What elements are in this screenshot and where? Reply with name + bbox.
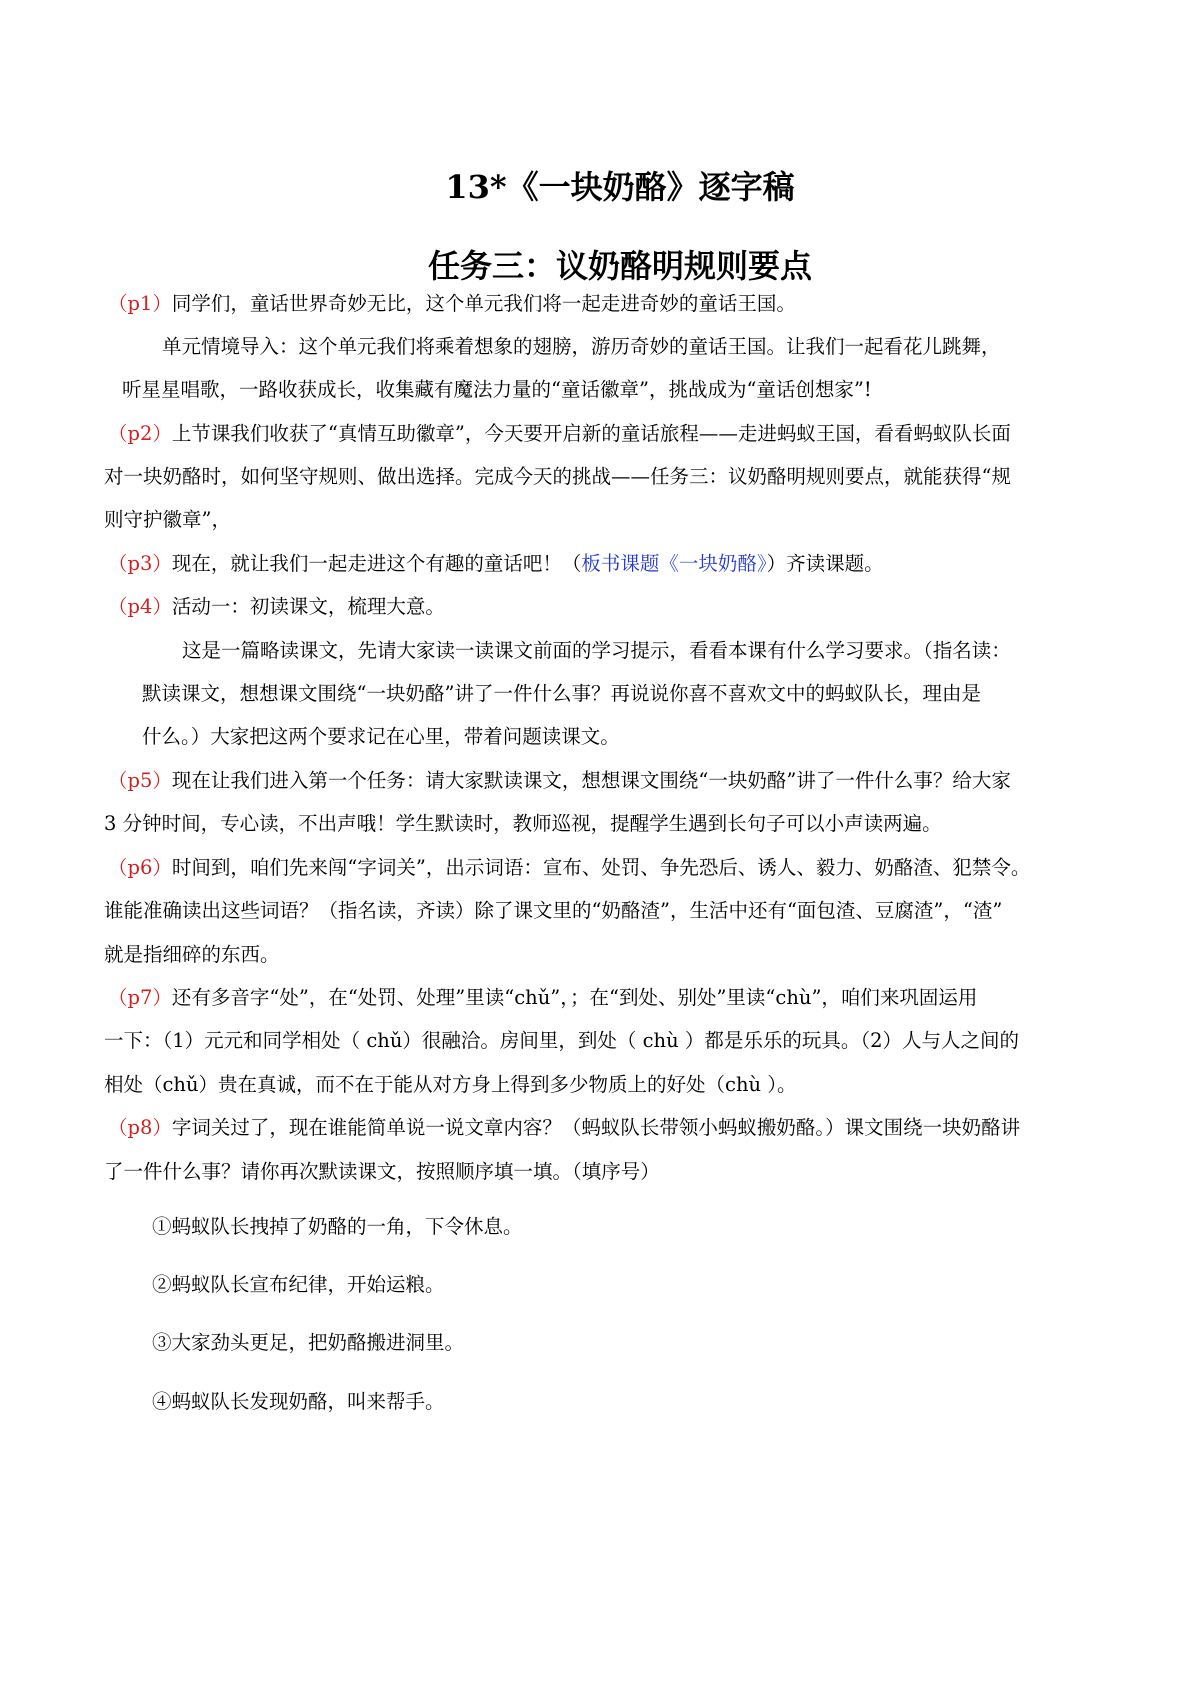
list-item: ④蚂蚁队长发现奶酪，叫来帮手。 — [152, 1390, 445, 1413]
intro-line-2: 听星星唱歌，一路收获成长，收集藏有魔法力量的“童话徽章”，挑战成为“童话创想家”! — [122, 378, 872, 401]
paragraph-p6 — [108, 855, 1030, 881]
document-subtitle: 任务三：议奶酪明规则要点 — [427, 247, 812, 285]
paragraph-text: ）齐读课题。 — [766, 552, 884, 575]
board-title-note: 板书课题《一块奶酪》 — [581, 552, 767, 575]
paragraph-p8-line-2: 了一件什么事？请你再次默读课文，按照顺序填一填。（填序号） — [104, 1160, 660, 1183]
paragraph-label: （p1） — [108, 292, 172, 315]
paragraph-p7-line-2: 一下：（1）元元和同学相处（ chǔ）很融洽。房间里，到处（ chù ）都是乐乐的玩具。（2）人与人之间的 — [104, 1029, 1019, 1052]
paragraph-text: 上节课我们收获了“真情互助徽章”，今天要开启新的童话旅程——走进蚂蚁王国，看看蚂蚁队长面 — [171, 422, 1011, 445]
paragraph-text: 字词关过了，现在谁能简单说一说文章内容？（蚂蚁队长带领小蚂蚁搬奶酪。）课文围绕一块奶酪讲 — [171, 1116, 1021, 1139]
paragraph-p4 — [108, 594, 445, 620]
paragraph-text: 现在，就让我们一起走进这个有趣的童话吧！（ — [171, 552, 582, 575]
paragraph-label: （p6） — [108, 856, 172, 879]
paragraph-text: 活动一：初读课文，梳理大意。 — [171, 595, 445, 618]
list-item: ①蚂蚁队长拽掉了奶酪的一角，下令休息。 — [152, 1215, 523, 1238]
paragraph-p4-line-1: 这是一篇略读课文，先请大家读一读课文前面的学习提示，看看本课有什么学习要求。（指名读： — [182, 639, 1011, 662]
paragraph-p5-line-2: 3 分钟时间，专心读，不出声哦！学生默读时，教师巡视，提醒学生遇到长句子可以小声读两遍。 — [104, 812, 942, 835]
paragraph-p7 — [108, 985, 977, 1011]
paragraph-label: （p8） — [108, 1116, 172, 1139]
paragraph-p7-line-3: 相处（chǔ）贵在真诚，而不在于能从对方身上得到多少物质上的好处（chù ）。 — [104, 1073, 797, 1096]
paragraph-label: （p2） — [108, 422, 172, 445]
paragraph-p8 — [108, 1115, 1020, 1141]
paragraph-p3 — [108, 551, 884, 577]
paragraph-label: （p7） — [108, 986, 172, 1009]
paragraph-p4-line-3: 什么。）大家把这两个要求记在心里，带着问题读课文。 — [142, 725, 620, 748]
paragraph-text: 现在让我们进入第一个任务：请大家默读课文，想想课文围绕“一块奶酪”讲了一件什么事？给大家 — [171, 769, 1011, 792]
paragraph-p2-line-3: 则守护徽章”， — [104, 508, 231, 531]
paragraph-p6-line-2: 谁能准确读出这些词语？（指名读，齐读）除了课文里的“奶酪渣”，生活中还有“面包渣、豆腐渣”，“渣” — [104, 899, 1003, 922]
paragraph-p6-line-3: 就是指细碎的东西。 — [104, 943, 280, 966]
list-item: ③大家劲头更足，把奶酪搬进洞里。 — [152, 1331, 465, 1354]
list-item: ②蚂蚁队长宣布纪律，开始运粮。 — [152, 1273, 445, 1296]
document-title: 13*《一块奶酪》逐字稿 — [445, 168, 795, 206]
paragraph-label: （p5） — [108, 769, 172, 792]
paragraph-text: 时间到，咱们先来闯“字词关”，出示词语：宣布、处罚、争先恐后、诱人、毅力、奶酪渣、犯禁令。 — [171, 856, 1031, 879]
paragraph-p1 — [108, 291, 796, 317]
intro-line-1: 单元情境导入：这个单元我们将乘着想象的翅膀，游历奇妙的童话王国。让我们一起看花儿跳舞， — [162, 335, 1001, 358]
paragraph-label: （p4） — [108, 595, 172, 618]
paragraph-p4-line-2: 默读课文，想想课文围绕“一块奶酪”讲了一件什么事？再说说你喜不喜欢文中的蚂蚁队长，理由是 — [142, 682, 981, 705]
paragraph-text: 同学们，童话世界奇妙无比，这个单元我们将一起走进奇妙的童话王国。 — [171, 292, 796, 315]
paragraph-p2 — [108, 421, 1011, 447]
paragraph-label: （p3） — [108, 552, 172, 575]
paragraph-p2-line-2: 对一块奶酪时，如何坚守规则、做出选择。完成今天的挑战——任务三：议奶酪明规则要点，就能获得“规 — [104, 465, 1011, 488]
paragraph-p5 — [108, 768, 1011, 794]
paragraph-text: 还有多音字“处”，在“处罚、处理”里读“chǔ”，；在“到处、别处”里读“chù”，咱们来巩固运用 — [171, 986, 978, 1009]
